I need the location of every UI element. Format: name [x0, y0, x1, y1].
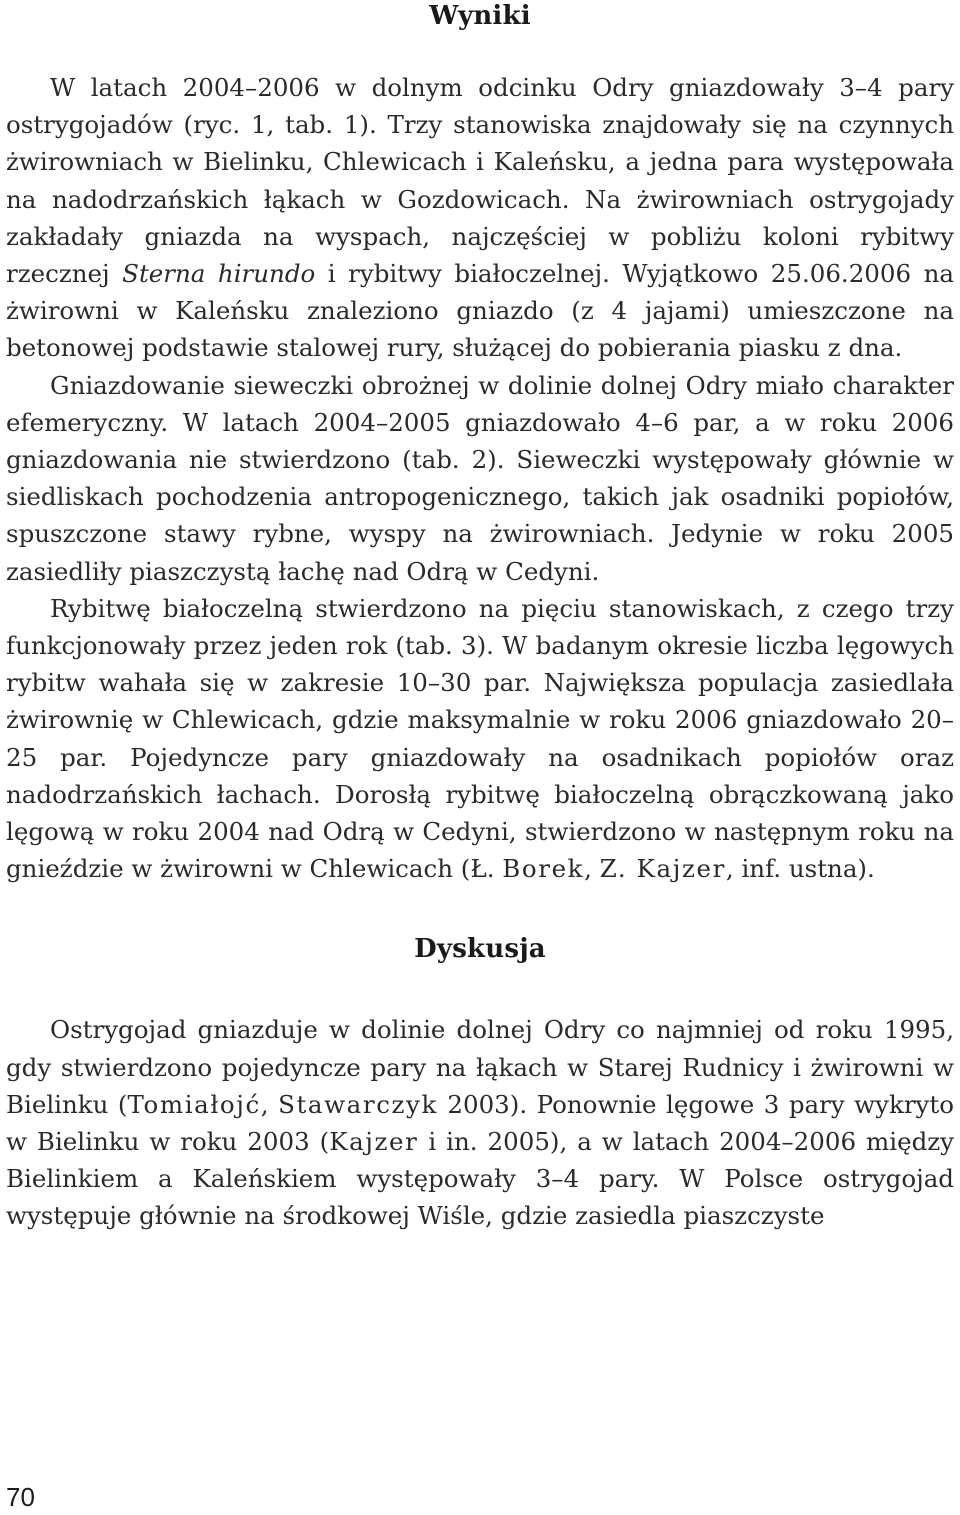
author-name: Borek [502, 854, 585, 884]
page-number: 70 [6, 1482, 35, 1512]
paragraph: W latach 2004–2006 w dolnym odcinku Odry gniazdowały 3–4 pary ostrygojadów (ryc. 1, tab. 1). Trzy stanowiska znajdowały się na czynnych żwirowniach w Bielinku, Chlewicach i Kaleńsku, a jedna para występowała na nadodrzańskich łąkach w Gozdowicach. Na żwirowniach ostrygojady zakładały gniazda na wyspach, najczęściej w pobliżu koloni rybitwy rzecznej Sterna hirundo i rybitwy białoczelnej. Wyjątkowo 25.06.2006 na żwirowni w Kaleńsku znaleziono gniazdo (z 4 jajami) umieszczone na betonowej podstawie stalowej rury, służącej do pobierania piasku z dna. [6, 73, 954, 363]
section-title-dyskusja: Dyskusja [414, 934, 546, 965]
section-body-dyskusja [6, 1011, 954, 1234]
paragraph: Rybitwę białoczelną stwierdzono na pięciu stanowiskach, z czego trzy funkcjonowały przez jeden rok (tab. 3). W badanym okresie liczba lęgowych rybitw wahała się w zakresie 10–30 par. Największa populacja zasiedlała żwirownię w Chlewicach, gdzie maksymalnie w roku 2006 gniazdowało 20–25 par. Pojedyncze pary gniazdowały na osadnikach popiołów oraz nadodrzańskich łachach. Dorosłą rybitwę białoczelną obrączkowaną jako lęgową w roku 2004 nad Odrą w Cedyni, stwierdzono w następnym roku na gnieździe w żwirowni w Chlewicach (Ł. Borek, Z. Kajzer, inf. ustna). [6, 593, 954, 884]
page-content [6, 0, 954, 1235]
paragraph: Gniazdowanie sieweczki obrożnej w dolinie dolnej Odry miało charakter efemeryczny. W latach 2004–2005 gniazdowało 4–6 par, a w roku 2006 gniazdowania nie stwierdzono (tab. 2). Sieweczki występowały głównie w siedliskach pochodzenia antropogenicznego, takich jak osadniki popiołów, spuszczone stawy rybne, wyspy na żwirowniach. Jedynie w roku 2005 zasiedliły piaszczystą łachę nad Odrą w Cedyni. [6, 370, 954, 586]
section-title-wyniki: Wyniki [429, 1, 531, 31]
author-name: Kajzer [329, 1127, 419, 1157]
species-name: Sterna hirundo [122, 259, 316, 289]
author-name: Tomiałojć [127, 1089, 261, 1119]
author-name: Stawarczyk [278, 1089, 438, 1119]
paragraph: Ostrygojad gniazduje w dolinie dolnej Odry co najmniej od roku 1995, gdy stwierdzono pojedyncze pary na łąkach w Starej Rudnicy i żwirowni w Bielinku (Tomiałojć, Stawarczyk 2003). Ponownie lęgowe 3 pary wykryto w Bielinku w roku 2003 (Kajzer i in. 2005), a w latach 2004–2006 między Bielinkiem a Kaleńskiem występowały 3–4 pary. W Polsce ostrygojad występuje głównie na środkowej Wiśle, gdzie zasiedla piaszczyste [6, 1015, 954, 1231]
author-name: Z. Kajzer [599, 854, 726, 884]
section-body-wyniki [6, 69, 954, 887]
